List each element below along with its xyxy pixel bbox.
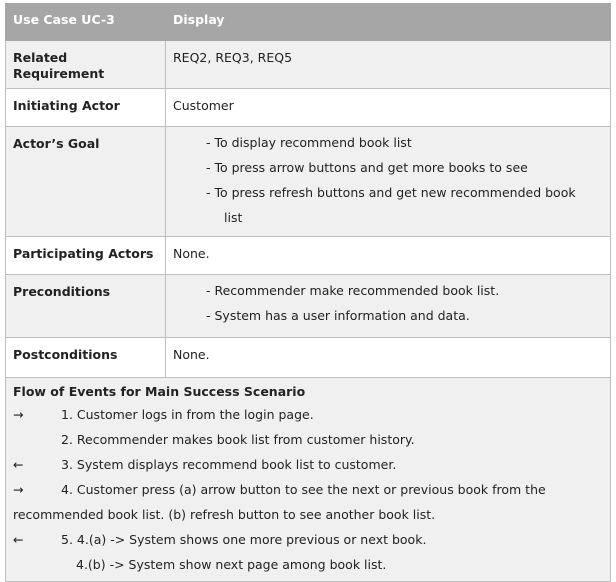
- participating-actors-value-cell: [166, 237, 611, 275]
- related-requirement-row: [6, 41, 611, 89]
- preconditions-value-cell: [166, 275, 611, 338]
- flow-step: [6, 477, 610, 502]
- initiating-actor-value-cell: [166, 89, 611, 127]
- participating-actors-row: [6, 237, 611, 275]
- flow-step: [6, 427, 610, 452]
- right-arrow-icon: →: [13, 407, 24, 422]
- preconditions-row: [6, 275, 611, 338]
- preconditions-list: [173, 278, 603, 328]
- actors-goal-item: [173, 180, 603, 230]
- header-display-label: Display: [173, 12, 225, 27]
- flow-of-events-row: [6, 378, 611, 582]
- right-arrow-icon: →: [13, 482, 24, 497]
- flow-of-events-cell: [6, 378, 611, 582]
- actors-goal-list: [173, 130, 603, 230]
- actors-goal-item: - To display recommend book list: [206, 135, 412, 150]
- flow-step-text: 2. Recommender makes book list from customer history.: [61, 432, 415, 447]
- related-requirement-value-cell: [166, 41, 611, 89]
- left-arrow-icon: ←: [13, 457, 24, 472]
- flow-step: [6, 527, 610, 552]
- initiating-actor-row: [6, 89, 611, 127]
- flow-step-text: 1. Customer logs in from the login page.: [61, 407, 314, 422]
- left-arrow-icon: ←: [13, 532, 24, 547]
- header-usecase-label: Use Case UC-3: [13, 12, 115, 27]
- preconditions-label-cell: [6, 275, 166, 338]
- flow-step: [6, 452, 610, 477]
- flow-step-continuation: [6, 552, 610, 577]
- postconditions-value-cell: [166, 338, 611, 378]
- participating-actors-label-cell: [6, 237, 166, 275]
- initiating-actor-label-cell: [6, 89, 166, 127]
- related-requirement-label: Related Requirement: [13, 50, 105, 81]
- actors-goal-item: - To press arrow buttons and get more books to see: [206, 160, 528, 175]
- flow-step-continuation: [6, 502, 610, 527]
- header-usecase-cell: [6, 4, 166, 41]
- postconditions-row: [6, 338, 611, 378]
- flow-step: [6, 402, 610, 427]
- use-case-document: [5, 3, 610, 582]
- flow-of-events-title: Flow of Events for Main Success Scenario: [13, 384, 306, 399]
- flow-step-text: recommended book list. (b) refresh button to see another book list.: [13, 507, 436, 522]
- use-case-table: [5, 3, 611, 582]
- flow-step-text: 4. Customer press (a) arrow button to see the next or previous book from the: [61, 482, 546, 497]
- preconditions-label: Preconditions: [13, 284, 111, 299]
- postconditions-value: None.: [173, 347, 210, 362]
- header-row: [6, 4, 611, 41]
- postconditions-label-cell: [6, 338, 166, 378]
- flow-step-text: 5. 4.(a) -> System shows one more previous or next book.: [61, 532, 427, 547]
- precondition-item: - Recommender make recommended book list.: [206, 283, 500, 298]
- related-requirement-label-cell: [6, 41, 166, 89]
- flow-step-text: 3. System displays recommend book list to customer.: [61, 457, 397, 472]
- flow-step-text: 4.(b) -> System show next page among book list.: [76, 557, 387, 572]
- related-requirement-value: REQ2, REQ3, REQ5: [173, 50, 293, 65]
- precondition-item: - System has a user information and data.: [206, 308, 470, 323]
- actors-goal-value-cell: [166, 127, 611, 237]
- actors-goal-item-text: - To press refresh buttons and get new recommended book: [206, 185, 576, 200]
- actors-goal-row: [6, 127, 611, 237]
- participating-actors-value: None.: [173, 246, 210, 261]
- actors-goal-label-cell: [6, 127, 166, 237]
- actors-goal-label: Actor’s Goal: [13, 136, 100, 151]
- initiating-actor-value: Customer: [173, 98, 234, 113]
- postconditions-label: Postconditions: [13, 347, 118, 362]
- participating-actors-label: Participating Actors: [13, 246, 154, 261]
- header-display-cell: [166, 4, 611, 41]
- actors-goal-item-wrap: list: [224, 210, 243, 225]
- initiating-actor-label: Initiating Actor: [13, 98, 120, 113]
